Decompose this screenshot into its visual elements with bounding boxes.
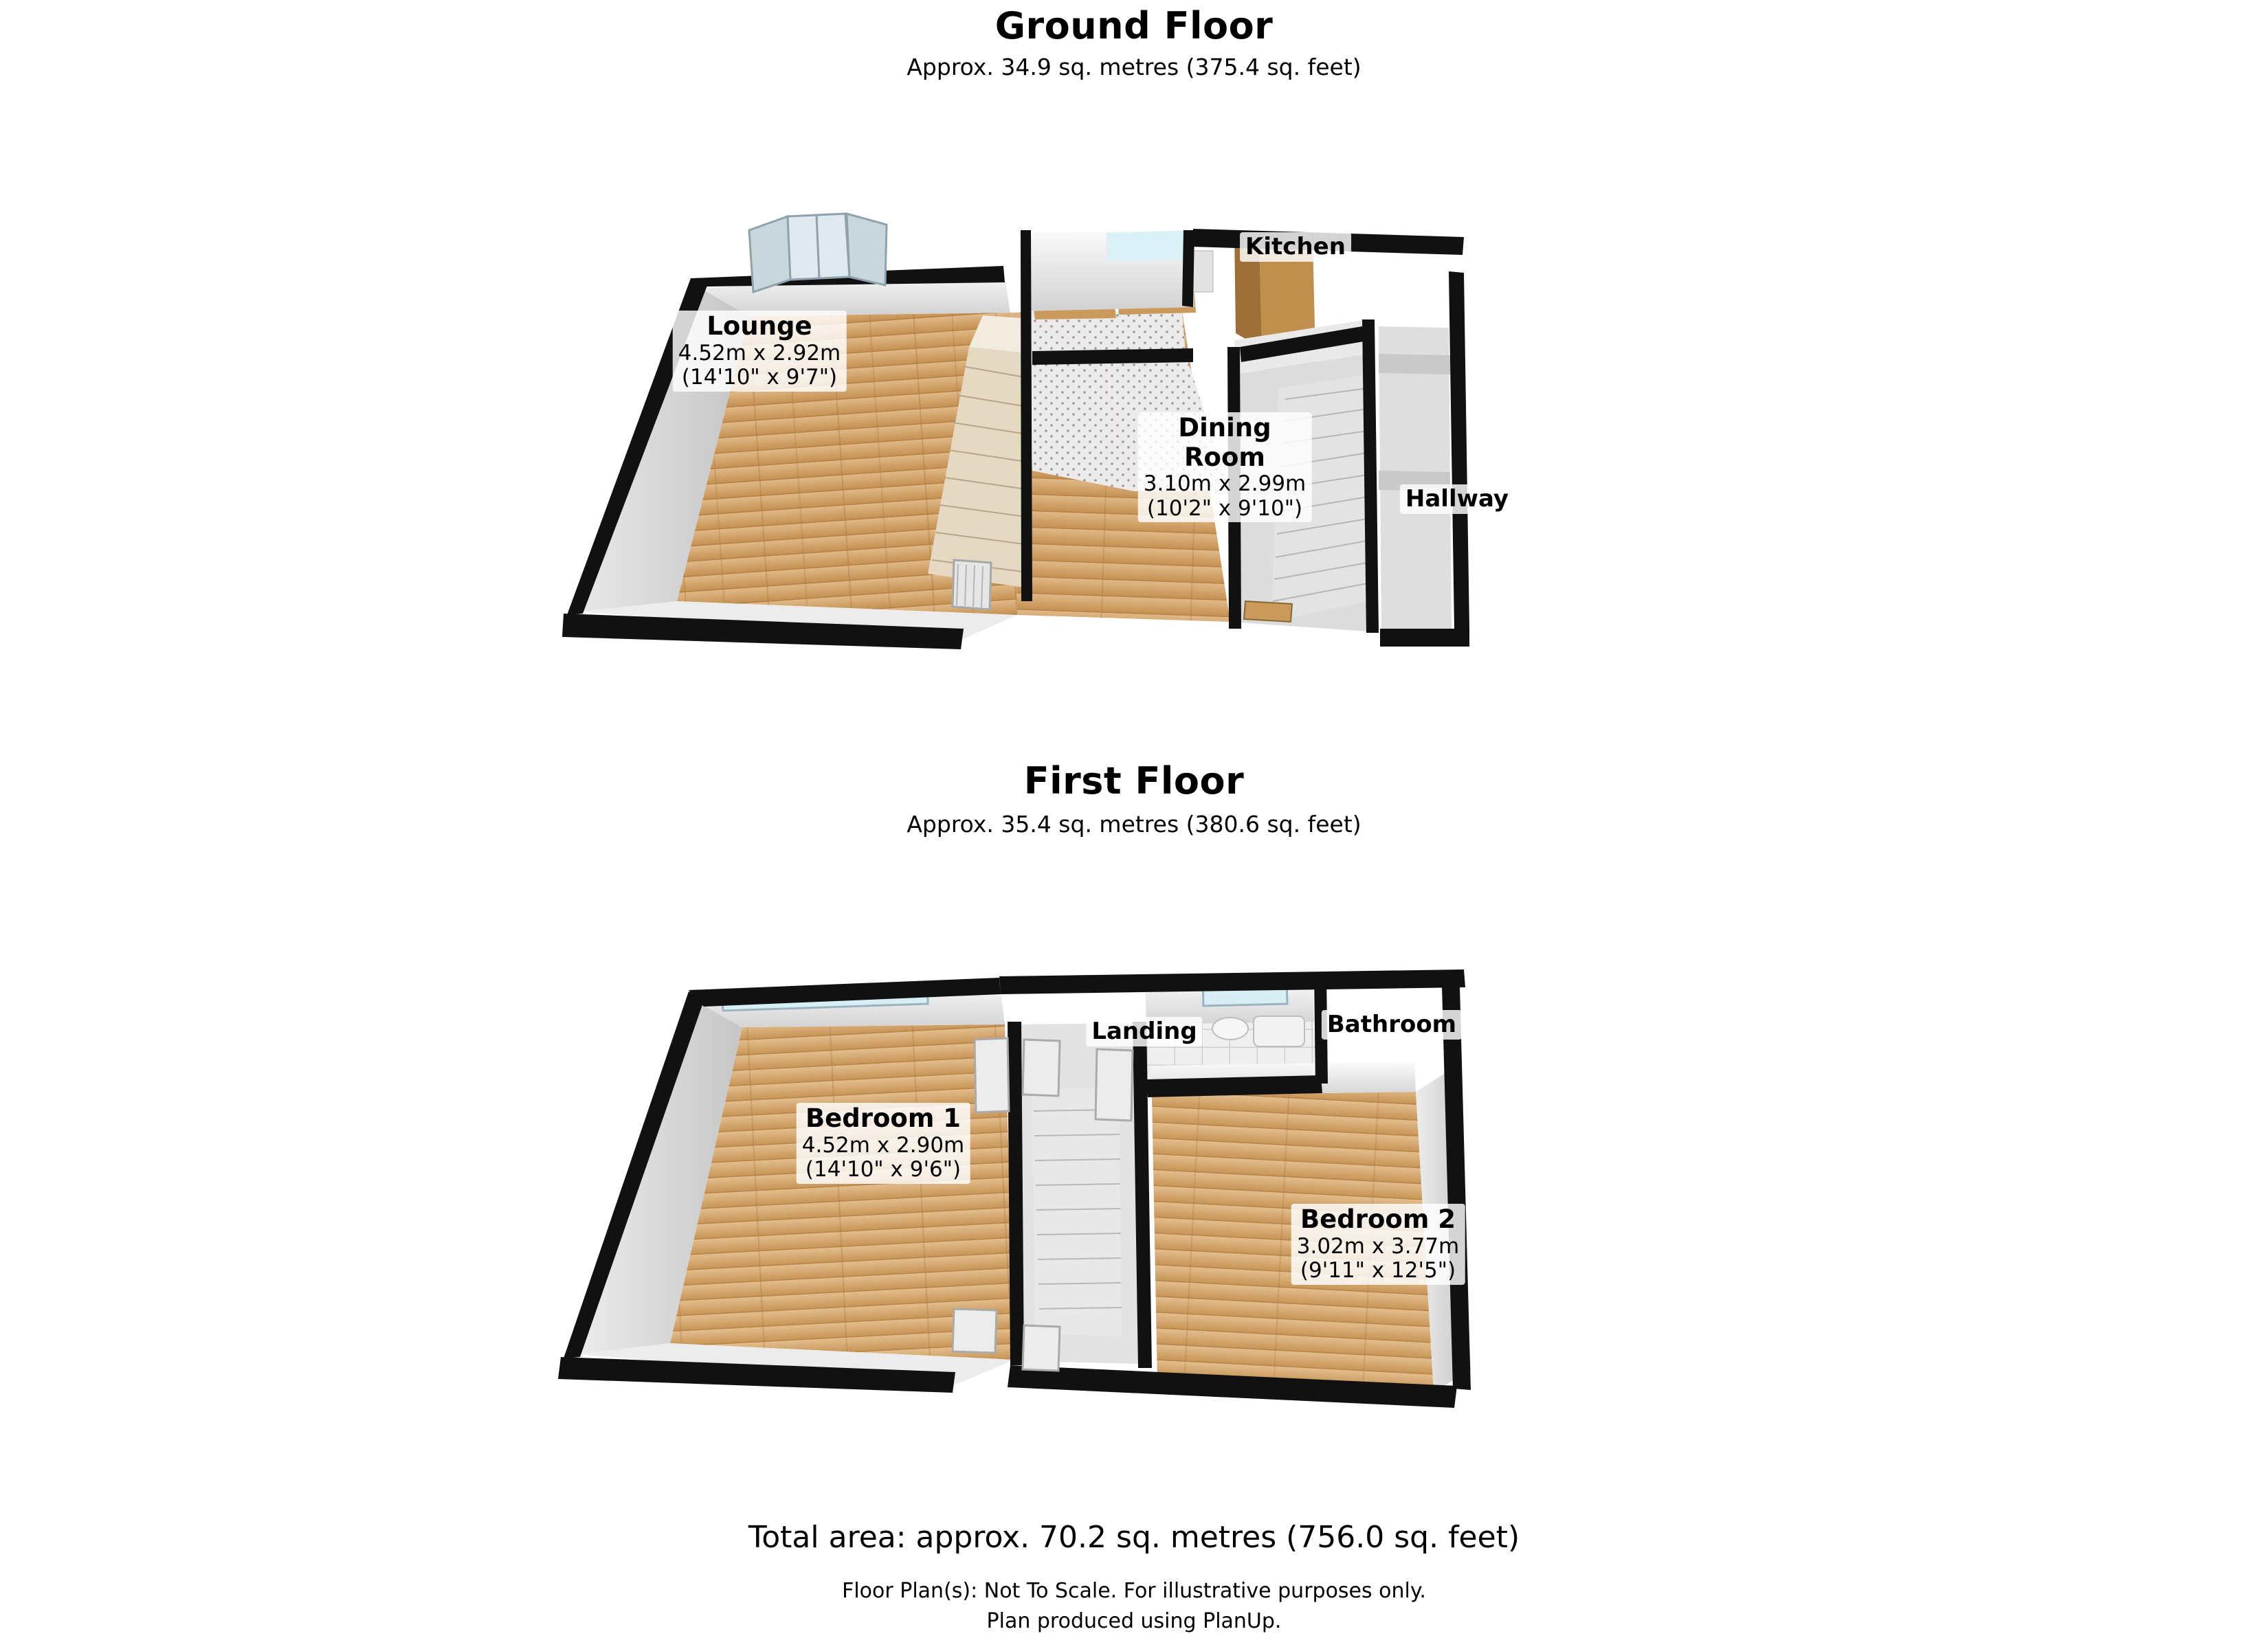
room-name-line2: Room: [1184, 442, 1265, 472]
room-label-lounge: [673, 311, 847, 392]
room-name: Landing: [1091, 1018, 1197, 1045]
first-floor-title: First Floor: [1023, 759, 1245, 803]
ground-floor-area: Approx. 34.9 sq. metres (375.4 sq. feet): [907, 54, 1361, 80]
room-dimensions-metric: 3.02m x 3.77m: [1296, 1233, 1460, 1259]
first-floor-drawing: [543, 869, 1732, 1439]
room-name: Bedroom 2: [1300, 1204, 1456, 1234]
room-label-landing: [1086, 1017, 1202, 1046]
room-dimensions-imperial: (9'11" x 12'5"): [1300, 1258, 1456, 1283]
disclaimer-line-2: Plan produced using PlanUp.: [986, 1609, 1282, 1633]
room-dimensions-imperial: (14'10" x 9'6"): [805, 1157, 961, 1182]
room-name: Lounge: [707, 311, 812, 341]
first-floor-plan: [543, 869, 1732, 1439]
room-name: Bathroom: [1326, 1011, 1457, 1038]
room-dimensions-metric: 4.52m x 2.92m: [678, 340, 841, 366]
total-area-text: Total area: approx. 70.2 sq. metres (756.0 sq. feet): [748, 1520, 1520, 1555]
room-dimensions-metric: 4.52m x 2.90m: [801, 1132, 965, 1158]
ground-floor-title: Ground Floor: [994, 4, 1274, 47]
room-dimensions-imperial: (10'2" x 9'10"): [1146, 495, 1303, 521]
disclaimer-line-1: Floor Plan(s): Not To Scale. For illustrative purposes only.: [842, 1579, 1426, 1603]
room-label-hallway: [1400, 484, 1514, 514]
room-name: Hallway: [1405, 485, 1509, 513]
room-name: Bedroom 1: [805, 1103, 961, 1133]
room-label-bedroom-1: [797, 1103, 970, 1184]
room-label-kitchen: [1240, 232, 1351, 262]
first-floor-area: Approx. 35.4 sq. metres (380.6 sq. feet): [907, 811, 1361, 838]
room-label-bathroom: [1322, 1010, 1462, 1040]
room-label-bedroom-2: [1291, 1204, 1465, 1285]
room-label-dining-room: [1138, 412, 1312, 522]
room-name: Kitchen: [1245, 233, 1346, 260]
room-name-line1: Dining: [1178, 413, 1271, 442]
room-dimensions-imperial: (14'10" x 9'7"): [681, 365, 838, 390]
room-dimensions-metric: 3.10m x 2.99m: [1143, 471, 1307, 497]
